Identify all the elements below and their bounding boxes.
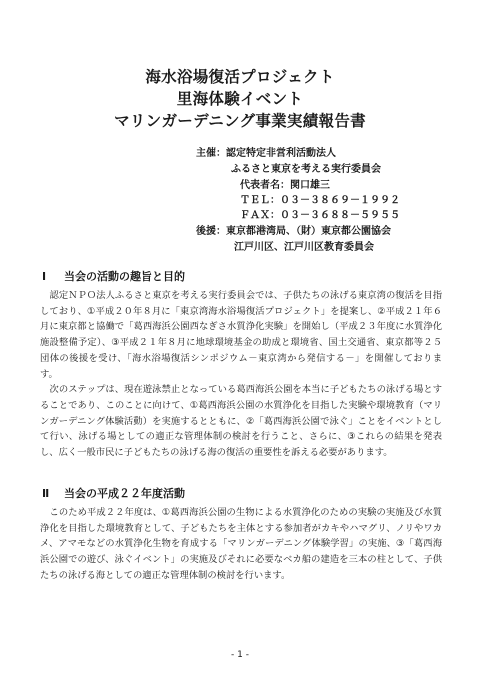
section-1-title: 当会の活動の趣旨と目的 <box>64 270 185 283</box>
section-2-body <box>40 505 442 584</box>
page-number: - 1 - <box>231 650 249 660</box>
section-2-heading <box>42 487 185 501</box>
host-label: 主催： <box>196 148 226 159</box>
report-title <box>0 66 480 132</box>
section-2-paragraph-1: このため平成２２年度は、①葛西海浜公園の生物による水質浄化のための実験の実施及び水質浄化を目指した環境教育として、子どもたちを主体とする参加者がカキやハマグリ、ノリやワカメ、アマモなどの水質浄化生物を育成する「マリンガーデニング体験学習」の実施、③「葛西海浜公園での遊び、泳ぐイベント」の実施及びそれに必要なベカ船の建造を三本の柱として、子供たちの泳げる海としての適正な管理体制の検討を行います。 <box>40 507 442 581</box>
host-name: ふるさと東京を考える実行委員会 <box>231 164 381 175</box>
fax-number: ＦＡＸ：０３－３６８８－５９５５ <box>240 210 400 221</box>
section-1-body <box>40 288 442 461</box>
support-line-1: 東京都港湾局、（財）東京都公園協会 <box>226 226 391 237</box>
section-1-paragraph-1: 認定ＮＰＯ法人ふるさと東京を考える実行委員会では、子供たちの泳げる東京湾の復活を目指しており、①平成２０年８月に「東京湾海水浴場復活プロジェクト」を提案し、②平成２１年６月に東京都と協働で「葛西海浜公園西なぎさ水質浄化実験」を開始し（平成２３年度に水質浄化施設整備予定）、③平成２１年８月に地球環境基金の助成と環境省、国土交通省、東京都等２５団体の後援を受け、「海水浴場復活シンポジウム－東京湾から発信する－」を開催しております。 <box>40 290 442 380</box>
support-label: 後援： <box>196 226 226 237</box>
title-line-3: マリンガーデニング事業実績報告書 <box>114 112 366 130</box>
section-2-title: 当会の平成２２年度活動 <box>64 487 185 500</box>
support-line-2: 江戸川区、江戸川区教育委員会 <box>234 242 374 253</box>
section-1-number: Ⅰ <box>42 270 47 283</box>
title-line-2: 里海体験イベント <box>176 90 304 108</box>
section-2-number: Ⅱ <box>42 487 50 500</box>
representative: 代表者名：関口雄三 <box>240 180 330 191</box>
host-org: 認定特定非営利活動法人 <box>226 148 336 159</box>
section-1-paragraph-2: 次のステップは、現在遊泳禁止となっている葛西海浜公園を本当に子どもたちの泳げる場とすることであり、このことに向けて、①葛西海浜公園の水質浄化を目指した実験や環境教育（マリンガーデニング体験活動）を実施するとともに、②「葛西海浜公園で泳ぐ」ことをイベントとして行い、泳げる場としての適正な管理体制の検討を行うこと、さらに、③これらの結果を発表し、広く一般市民に子どもたちの泳げる海の復活の重要性を訴える必要があります。 <box>40 384 442 459</box>
tel-number: ＴＥＬ：０３－３８６９－１９９２ <box>240 195 400 206</box>
title-line-1: 海水浴場復活プロジェクト <box>145 68 335 86</box>
section-1-heading <box>42 270 185 284</box>
